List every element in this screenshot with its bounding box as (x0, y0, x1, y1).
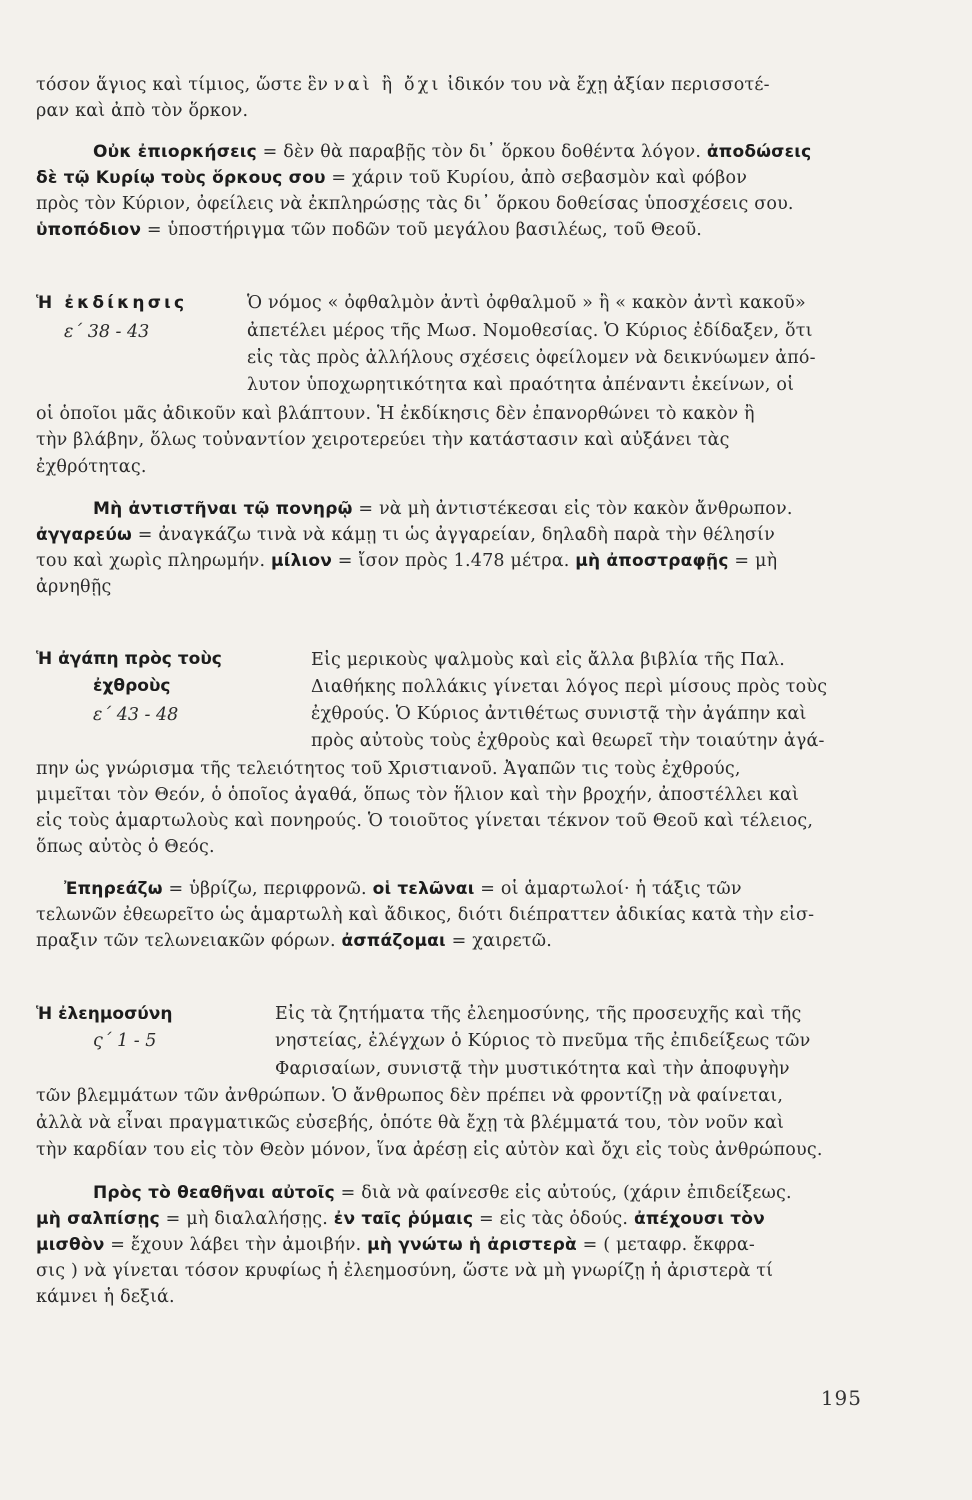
text-line: ἀρνηθῇς (36, 577, 112, 597)
text-line: ἀπετέλει μέρος τῆς Μωσ. Νομοθεσίας. Ὁ Κύριος ἐδίδαξεν, ὅτι (247, 321, 813, 341)
text-line: κάμνει ἡ δεξιά. (36, 1287, 175, 1307)
glossary-term: ἐν ταῖς ῥύμαις (333, 1209, 474, 1229)
text-line: ὅπως αὐτὸς ὁ Θεός. (36, 837, 215, 857)
text-line: Ὁ νόμος « ὀφθαλμὸν ἀντὶ ὀφθαλμοῦ » ἢ « κακὸν ἀντὶ κακοῦ» (247, 293, 806, 313)
text-line: ἐχθρότητας. (36, 457, 147, 477)
text-line: τελωνῶν ἐθεωρεῖτο ὡς ἁμαρτωλὴ καὶ ἄδικος, διότι διέπραττεν ἀδικίας κατὰ τὴν εἰσ- (36, 905, 815, 925)
text-line: τὴν καρδίαν του εἰς τὸν Θεὸν μόνον, ἵνα ἀρέσῃ εἰς αὐτὸν καὶ ὄχι εἰς τοὺς ἀνθρώπους. (36, 1140, 823, 1160)
glossary-line: Οὐκ ἐπιορκήσεις = δὲν θὰ παραβῇς τὸν δι᾿ ὅρκου δοθέντα λόγον. ἀποδώσεις (93, 142, 812, 162)
text-line: πην ὡς γνώρισμα τῆς τελειότητος τοῦ Χριστιανοῦ. Ἀγαπῶν τις τοὺς ἐχθρούς, (36, 759, 741, 779)
page-number: 195 (820, 1386, 862, 1410)
text-line: Εἰς μερικοὺς ψαλμοὺς καὶ εἰς ἄλλα βιβλία τῆς Παλ. (311, 650, 785, 670)
text-line: τόσον ἅγιος καὶ τίμιος, ὥστε ἓν ναὶ ἢ ὄχι ἰδικόν του νὰ ἔχῃ ἀξίαν περισσοτέ- (36, 75, 770, 95)
section-heading: ἐχθροὺς (93, 676, 171, 696)
section-heading: Ἡ ἀγάπη πρὸς τοὺς (36, 649, 222, 669)
section-heading: Ἡ ἐλεημοσύνη (36, 1004, 173, 1024)
glossary-line: μισθὸν = ἔχουν λάβει τὴν ἀμοιβήν. μὴ γνώτω ἡ ἀριστερὰ = ( μεταφρ. ἔκφρα- (36, 1235, 756, 1255)
spaced-emphasis: ναὶ ἢ ὄχι (333, 75, 442, 95)
glossary-line: του καὶ χωρὶς πληρωμήν. μίλιον = ἴσον πρὸς 1.478 μέτρα. μὴ ἀποστραφῇς = μὴ (36, 551, 778, 571)
glossary-term: Ἐπηρεάζω (64, 879, 163, 899)
glossary-term: μίλιον (271, 551, 333, 571)
glossary-term: ἀποδώσεις (706, 142, 812, 162)
text-line: Εἰς τὰ ζητήματα τῆς ἐλεημοσύνης, τῆς προσευχῆς καὶ τῆς (275, 1004, 802, 1024)
glossary-line: Μὴ ἀντιστῆναι τῷ πονηρῷ = νὰ μὴ ἀντιστέκεσαι εἰς τὸν κακὸν ἄνθρωπον. (93, 499, 793, 519)
text-line: ἐχθρούς. Ὁ Κύριος ἀντιθέτως συνιστᾷ τὴν ἀγάπην καὶ (311, 704, 807, 724)
text-line: πρὸς αὐτοὺς τοὺς ἐχθροὺς καὶ θεωρεῖ τὴν τοιαύτην ἀγά- (311, 731, 825, 751)
scripture-reference: ς΄ 1 - 5 (93, 1031, 157, 1051)
text-line: μιμεῖται τὸν Θεόν, ὁ ὁποῖος ἀγαθά, ὅπως τὸν ἥλιον καὶ τὴν βροχήν, ἀποστέλλει καὶ (36, 785, 800, 805)
glossary-line: μὴ σαλπίσῃς = μὴ διαλαλήσῃς. ἐν ταῖς ῥύμαις = εἰς τὰς ὁδούς. ἀπέχουσι τὸν (36, 1209, 765, 1229)
text-line: τῶν βλεμμάτων τῶν ἀνθρώπων. Ὁ ἄνθρωπος δὲν πρέπει νὰ φροντίζῃ νὰ φαίνεται, (36, 1086, 784, 1106)
text-line: ἀλλὰ νὰ εἶναι πραγματικῶς εὐσεβής, ὁπότε θὰ ἔχῃ τὰ βλέμματά του, τὸν νοῦν καὶ (36, 1113, 785, 1133)
glossary-line: Πρὸς τὸ θεαθῆναι αὐτοῖς = διὰ νὰ φαίνεσθε εἰς αὐτούς, (χάριν ἐπιδείξεως. (93, 1183, 792, 1203)
glossary-term: μισθὸν (36, 1235, 105, 1255)
glossary-term: ἀσπάζομαι (341, 931, 446, 951)
text-line: Διαθήκης πολλάκις γίνεται λόγος περὶ μίσους πρὸς τοὺς (311, 677, 828, 697)
glossary-term: μὴ γνώτω ἡ ἀριστερὰ (367, 1235, 577, 1255)
text-line: οἱ ὁποῖοι μᾶς ἀδικοῦν καὶ βλάπτουν. Ἡ ἐκδίκησις δὲν ἐπανορθώνει τὸ κακὸν ἢ (36, 404, 755, 424)
text-line: εἰς τοὺς ἁμαρτωλοὺς καὶ πονηρούς. Ὁ τοιοῦτος γίνεται τέκνον τοῦ Θεοῦ καὶ τέλειος, (36, 811, 814, 831)
glossary-term: Πρὸς τὸ θεαθῆναι αὐτοῖς (93, 1183, 335, 1203)
glossary-line: Ἐπηρεάζω = ὑβρίζω, περιφρονῶ. οἱ τελῶναι = οἱ ἁμαρτωλοί· ἡ τάξις τῶν (64, 879, 742, 899)
glossary-term: ὑποπόδιον (36, 220, 142, 240)
text-line: ραν καὶ ἀπὸ τὸν ὅρκον. (36, 101, 249, 121)
scripture-reference: ε΄ 38 - 43 (64, 322, 150, 342)
section-heading: Ἡ ἐκδίκησις (36, 293, 188, 313)
glossary-term: δὲ τῷ Κυρίῳ τοὺς ὅρκους σου (36, 168, 326, 188)
glossary-term: οἱ τελῶναι (372, 879, 475, 899)
glossary-term: ἀπέχουσι τὸν (633, 1209, 765, 1229)
glossary-term: Οὐκ ἐπιορκήσεις (93, 142, 257, 162)
text-line: τὴν βλάβην, ὅλως τοὐναντίον χειροτερεύει τὴν κατάστασιν καὶ αὐξάνει τὰς (36, 430, 730, 450)
text-line: εἰς τὰς πρὸς ἀλλήλους σχέσεις ὀφείλομεν νὰ δεικνύωμεν ἀπό- (247, 348, 816, 368)
glossary-term: Μὴ ἀντιστῆναι τῷ πονηρῷ (93, 499, 353, 519)
text-line: λυτον ὑποχωρητικότητα καὶ πραότητα ἀπέναντι ἐκείνων, οἱ (247, 375, 795, 395)
glossary-term: μὴ σαλπίσῃς (36, 1209, 160, 1229)
glossary-line: δὲ τῷ Κυρίῳ τοὺς ὅρκους σου = χάριν τοῦ Κυρίου, ἀπὸ σεβασμὸν καὶ φόβον (36, 168, 748, 188)
text-line: νηστείας, ἐλέγχων ὁ Κύριος τὸ πνεῦμα τῆς ἐπιδείξεως τῶν (275, 1031, 811, 1051)
glossary-term: μὴ ἀποστραφῇς (575, 551, 729, 571)
glossary-term: ἀγγαρεύω (36, 525, 133, 545)
glossary-line: ὑποπόδιον = ὑποστήριγμα τῶν ποδῶν τοῦ μεγάλου βασιλέως, τοῦ Θεοῦ. (36, 220, 703, 240)
glossary-line: πραξιν τῶν τελωνειακῶν φόρων. ἀσπάζομαι = χαιρετῶ. (36, 931, 553, 951)
text-line: σις ) νὰ γίνεται τόσον κρυφίως ἡ ἐλεημοσύνη, ὥστε νὰ μὴ γνωρίζῃ ἡ ἀριστερὰ τί (36, 1261, 774, 1281)
glossary-line: ἀγγαρεύω = ἀναγκάζω τινὰ νὰ κάμῃ τι ὡς ἀγγαρείαν, δηλαδὴ παρὰ τὴν θέλησίν (36, 525, 775, 545)
text-line: Φαρισαίων, συνιστᾷ τὴν μυστικότητα καὶ τὴν ἀποφυγὴν (275, 1059, 790, 1079)
scripture-reference: ε΄ 43 - 48 (93, 705, 179, 725)
text-line: πρὸς τὸν Κύριον, ὀφείλεις νὰ ἐκπληρώσῃς τὰς δι᾿ ὅρκου δοθείσας ὑποσχέσεις σου. (36, 194, 794, 214)
